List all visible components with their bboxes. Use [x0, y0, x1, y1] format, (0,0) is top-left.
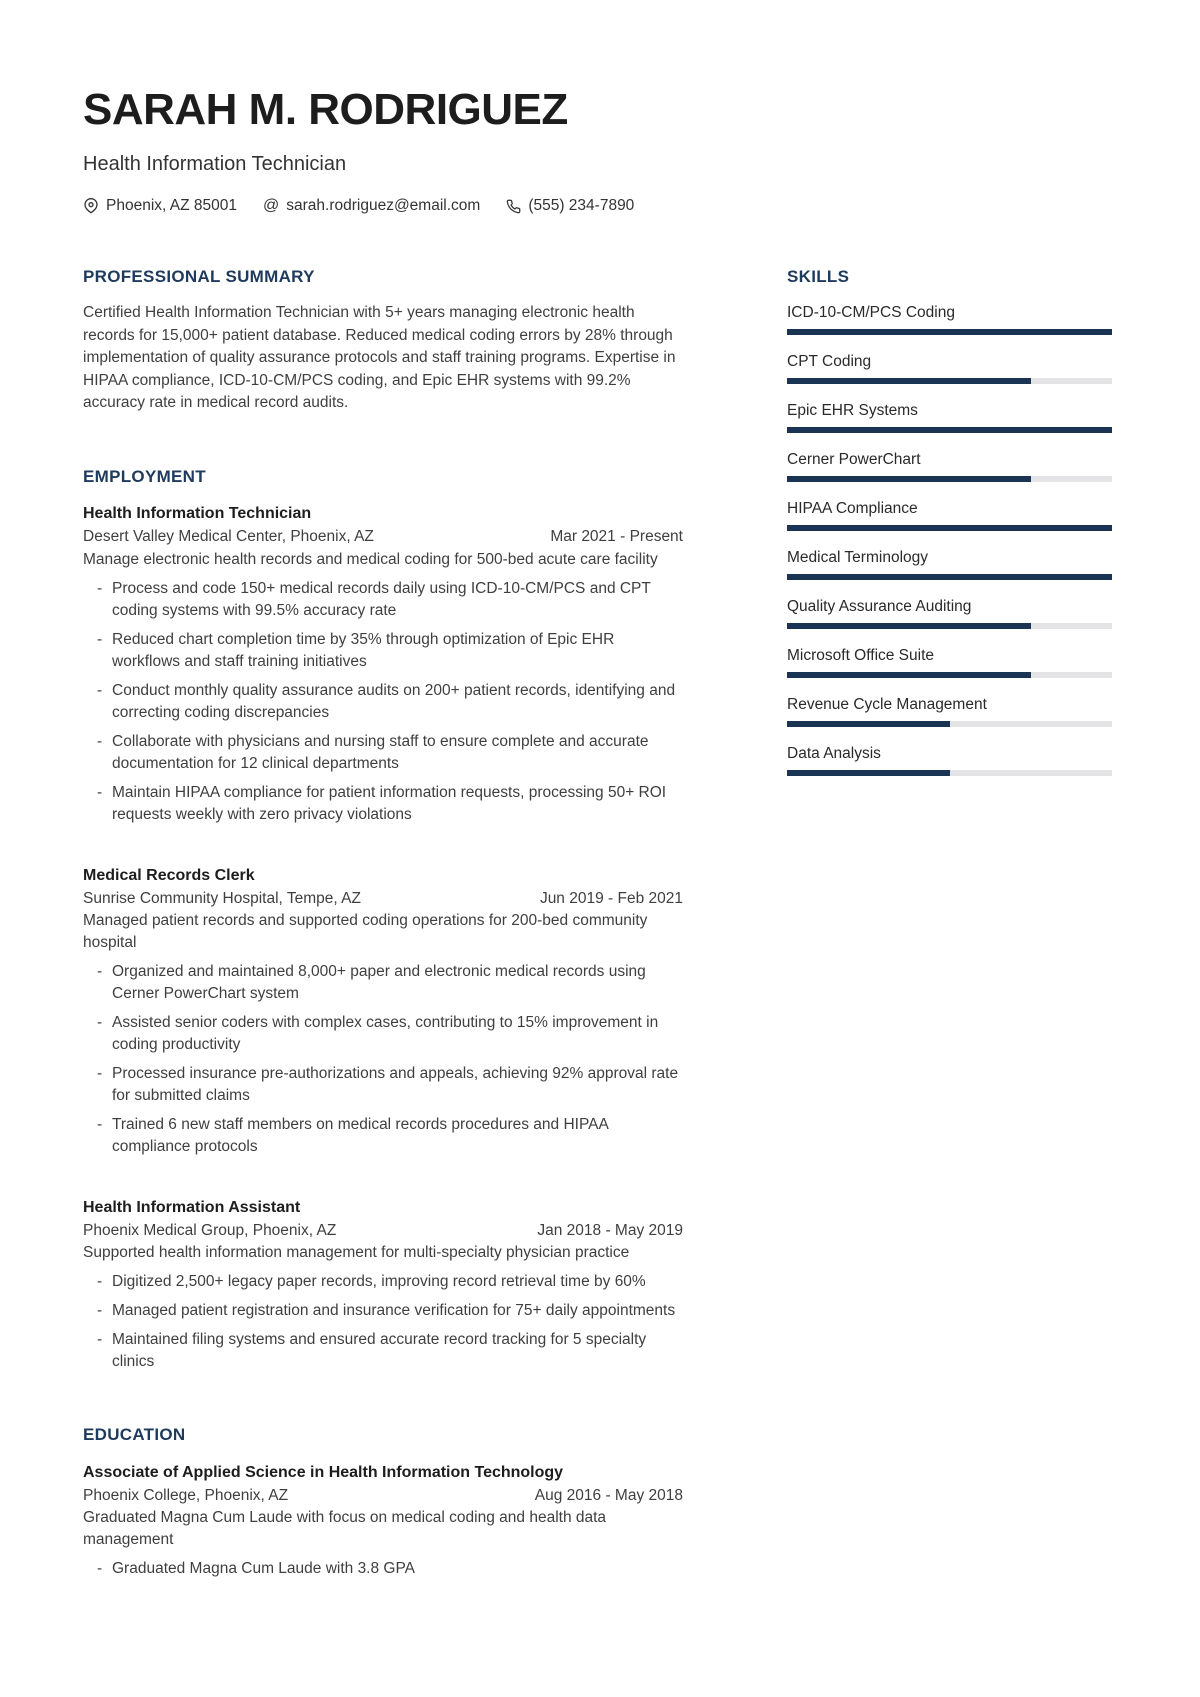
- skill-label: CPT Coding: [787, 353, 872, 371]
- job-dates: Jan 2018 - May 2019: [537, 1222, 683, 1240]
- education-dates: Aug 2016 - May 2018: [534, 1487, 683, 1505]
- skill-item: [787, 498, 1112, 531]
- bullet-item: - Assisted senior coders with complex cases, contributing to 15% improvement in coding productivity: [83, 1012, 683, 1056]
- bullet-item: - Processed insurance pre-authorizations and appeals, achieving 92% approval rate for submitted claims: [83, 1063, 683, 1107]
- skill-bar-fill: [787, 525, 1112, 531]
- job-dates: Jun 2019 - Feb 2021: [539, 889, 683, 907]
- job-entry: [83, 864, 683, 1158]
- skill-label: Medical Terminology: [787, 549, 928, 567]
- skill-label: HIPAA Compliance: [787, 500, 918, 518]
- summary-heading: PROFESSIONAL SUMMARY: [83, 267, 315, 286]
- skill-bar-fill: [787, 574, 1112, 580]
- skill-bar-fill: [787, 770, 950, 776]
- skill-label: Quality Assurance Auditing: [787, 598, 972, 616]
- skill-bar-track: [787, 476, 1112, 482]
- contact-email-text: sarah.rodriguez@email.com: [286, 197, 481, 214]
- job-description: Supported health information management for multi-specialty physician practice: [83, 1244, 630, 1262]
- bullet-item: - Maintained filing systems and ensured accurate record tracking for 5 specialty clinics: [83, 1329, 683, 1373]
- location-pin-icon: [83, 198, 99, 214]
- employment-heading: EMPLOYMENT: [83, 466, 206, 486]
- header: [83, 85, 1112, 215]
- skill-item: [787, 302, 1112, 335]
- phone-icon: [506, 199, 521, 214]
- education-description: Graduated Magna Cum Laude with focus on medical coding and health data management: [83, 1509, 607, 1549]
- bullet-item: - Process and code 150+ medical records daily using ICD-10-CM/PCS and CPT coding systems with 99.5% accuracy rate: [83, 578, 683, 622]
- skill-item: [787, 547, 1112, 580]
- skill-bar-fill: [787, 623, 1031, 629]
- job-company: Desert Valley Medical Center, Phoenix, AZ: [83, 528, 374, 546]
- contact-phone-text: (555) 234-7890: [528, 197, 635, 214]
- education-entry: [83, 1461, 683, 1580]
- contact-email: [263, 197, 480, 215]
- skill-label: Revenue Cycle Management: [787, 696, 987, 714]
- skill-bar-track: [787, 721, 1112, 727]
- section-education: [83, 1425, 683, 1580]
- job-company: Phoenix Medical Group, Phoenix, AZ: [83, 1222, 337, 1240]
- skill-label: Data Analysis: [787, 745, 881, 763]
- job-company: Sunrise Community Hospital, Tempe, AZ: [83, 889, 361, 907]
- skills-column: [787, 267, 1112, 1580]
- skill-item: [787, 694, 1112, 727]
- skill-bar-track: [787, 672, 1112, 678]
- job-description: Manage electronic health records and medical coding for 500-bed acute care facility: [83, 550, 658, 568]
- job-title: Medical Records Clerk: [83, 866, 255, 884]
- section-employment: [83, 467, 683, 1374]
- job-description: Managed patient records and supported coding operations for 200-bed community hospital: [83, 912, 648, 951]
- job-bullet-list: [83, 578, 683, 826]
- skill-label: ICD-10-CM/PCS Coding: [787, 304, 955, 322]
- skill-bar-track: [787, 623, 1112, 629]
- skill-item: [787, 351, 1112, 384]
- summary-text: Certified Health Information Technician with 5+ years managing electronic health records for 15,000+ patient database. Reduced medical coding errors by 28% through implementation of quality assurance protocols and staff training programs. Expertise in HIPAA compliance, ICD-10-CM/PCS coding, and Epic EHR systems with 99.2% accuracy rate in medical record audits.: [83, 304, 676, 412]
- skill-item: [787, 743, 1112, 776]
- bullet-item: - Digitized 2,500+ legacy paper records, improving record retrieval time by 60%: [83, 1271, 683, 1293]
- job-entry: [83, 1196, 683, 1373]
- skill-item: [787, 645, 1112, 678]
- job-bullet-list: [83, 961, 683, 1158]
- contact-location-text: Phoenix, AZ 85001: [106, 197, 237, 214]
- person-name: SARAH M. RODRIGUEZ: [83, 85, 568, 134]
- job-title: Health Information Assistant: [83, 1199, 301, 1216]
- bullet-item: - Managed patient registration and insurance verification for 75+ daily appointments: [83, 1300, 683, 1322]
- bullet-item: - Maintain HIPAA compliance for patient information requests, processing 50+ ROI requests weekly with zero privacy violations: [83, 782, 683, 826]
- bullet-item: - Trained 6 new staff members on medical records procedures and HIPAA compliance protocols: [83, 1114, 683, 1158]
- job-title: Health Information Technician: [83, 505, 312, 523]
- contact-location: [83, 197, 237, 215]
- bullet-item: - Collaborate with physicians and nursing staff to ensure complete and accurate documentation for 12 clinical departments: [83, 731, 683, 775]
- skill-bar-track: [787, 427, 1112, 433]
- skill-bar-fill: [787, 329, 1112, 335]
- skills-heading: SKILLS: [787, 267, 850, 286]
- bullet-item: - Conduct monthly quality assurance audits on 200+ patient records, identifying and correcting coding discrepancies: [83, 680, 683, 724]
- job-bullet-list: [83, 1271, 683, 1373]
- bullet-item: - Graduated Magna Cum Laude with 3.8 GPA: [83, 1558, 683, 1580]
- skill-bar-track: [787, 574, 1112, 580]
- skill-bar-track: [787, 770, 1112, 776]
- main-column: [83, 267, 683, 1580]
- contact-phone: [506, 197, 634, 215]
- education-bullet-list: [83, 1558, 683, 1580]
- skill-bar-fill: [787, 427, 1112, 433]
- job-dates: Mar 2021 - Present: [550, 528, 683, 546]
- section-professional-summary: [83, 267, 683, 415]
- education-heading: EDUCATION: [83, 1425, 186, 1445]
- skill-bar-track: [787, 329, 1112, 335]
- education-school: Phoenix College, Phoenix, AZ: [83, 1487, 289, 1505]
- person-title: Health Information Technician: [83, 153, 347, 175]
- skill-bar-fill: [787, 721, 950, 727]
- email-at-icon: @: [263, 197, 280, 214]
- skill-label: Microsoft Office Suite: [787, 647, 935, 665]
- job-entry: [83, 502, 683, 825]
- bullet-item: - Reduced chart completion time by 35% through optimization of Epic EHR workflows and staff training initiatives: [83, 629, 683, 673]
- skill-bar-fill: [787, 378, 1031, 384]
- education-degree: Associate of Applied Science in Health Information Technology: [83, 1463, 564, 1481]
- skill-label: Epic EHR Systems: [787, 402, 918, 420]
- skill-item: [787, 400, 1112, 433]
- skill-item: [787, 449, 1112, 482]
- skill-label: Cerner PowerChart: [787, 451, 921, 469]
- skill-bar-track: [787, 378, 1112, 384]
- bullet-item: - Organized and maintained 8,000+ paper and electronic medical records using Cerner PowerChart system: [83, 961, 683, 1005]
- skill-bar-fill: [787, 672, 1031, 678]
- skill-bar-track: [787, 525, 1112, 531]
- skill-bar-fill: [787, 476, 1031, 482]
- skill-item: [787, 596, 1112, 629]
- contact-row: [83, 197, 1112, 215]
